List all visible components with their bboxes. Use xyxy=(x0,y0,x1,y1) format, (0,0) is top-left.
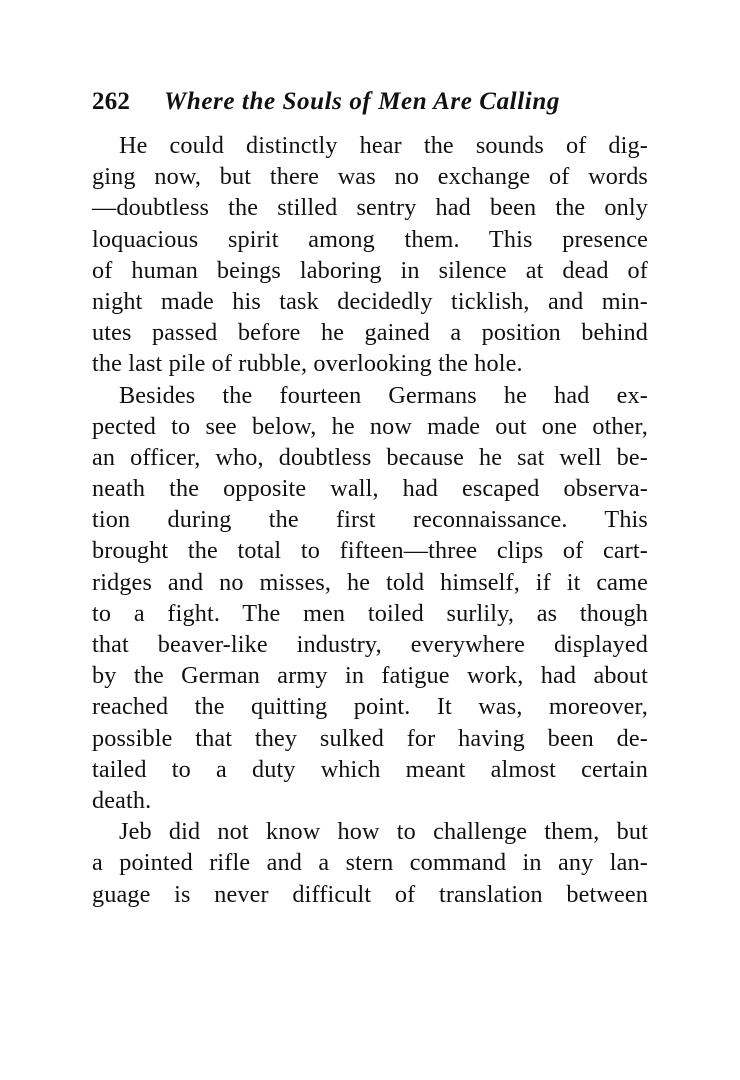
text-line: tailed to a duty which meant almost certain xyxy=(92,755,648,783)
text-line: brought the total to fifteen—three clips of cart- xyxy=(92,537,648,565)
text-line: ging now, but there was no exchange of words xyxy=(92,163,648,191)
text-line: —doubtless the stilled sentry had been the only xyxy=(92,194,648,222)
text-line: loquacious spirit among them. This presence xyxy=(92,225,648,253)
text-line: that beaver-like industry, everywhere displayed xyxy=(92,631,648,658)
book-page xyxy=(92,88,648,910)
text-line: pected to see below, he now made out one other, xyxy=(92,412,648,440)
text-line: by the German army in fatigue work, had about xyxy=(92,662,648,690)
text-line: an officer, who, doubtless because he sat well be- xyxy=(92,443,648,471)
text-line: reached the quitting point. It was, moreover, xyxy=(92,693,648,721)
text-line: utes passed before he gained a position behind xyxy=(92,319,648,347)
text-line: the last pile of rubble, overlooking the hole. xyxy=(92,350,523,378)
text-line: He could distinctly hear the sounds of dig- xyxy=(119,132,648,159)
text-line: of human beings laboring in silence at dead of xyxy=(92,256,648,284)
text-line: Besides the fourteen Germans he had ex- xyxy=(119,381,648,409)
text-line: Jeb did not know how to challenge them, but xyxy=(119,818,648,846)
text-line: neath the opposite wall, had escaped observa- xyxy=(92,475,648,503)
text-line: a pointed rifle and a stern command in any lan- xyxy=(92,849,648,877)
running-head xyxy=(92,88,648,130)
text-line: night made his task decidedly ticklish, and min- xyxy=(92,287,648,315)
text-line: guage is never difficult of translation between xyxy=(92,880,648,908)
text-line: death. xyxy=(92,786,152,814)
text-line: possible that they sulked for having been de- xyxy=(92,724,648,752)
page-number: 262 xyxy=(92,88,131,115)
body-text xyxy=(92,130,648,910)
book-title: Where the Souls of Men Are Calling xyxy=(164,88,560,115)
text-line: to a fight. The men toiled surlily, as though xyxy=(92,599,648,627)
text-line: ridges and no misses, he told himself, if it came xyxy=(92,568,648,596)
text-line: tion during the first reconnaissance. This xyxy=(92,506,648,534)
